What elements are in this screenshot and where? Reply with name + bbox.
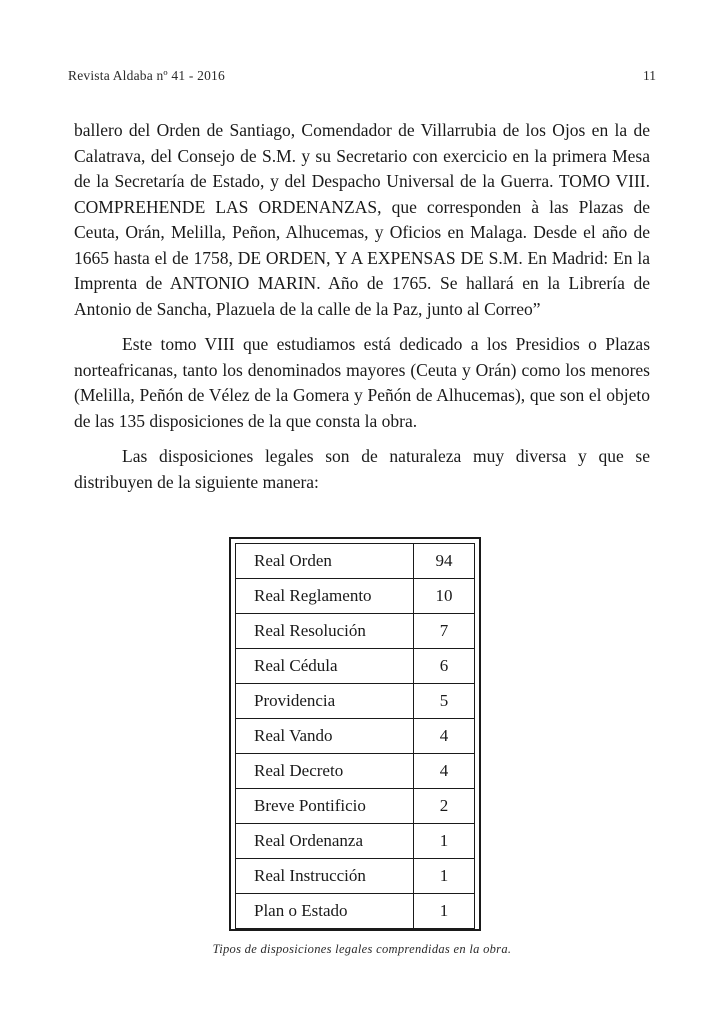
disposiciones-table-frame [229, 537, 481, 931]
paragraph-disposiciones: Las disposiciones legales son de naturaleza muy diversa y que se distribuyen de la siguiente manera: [74, 446, 650, 492]
row-type: Real Reglamento [236, 579, 414, 614]
row-type: Real Instrucción [236, 859, 414, 894]
row-count: 5 [414, 684, 475, 719]
row-type: Real Decreto [236, 754, 414, 789]
row-type: Real Cédula [236, 649, 414, 684]
row-type: Real Ordenanza [236, 824, 414, 859]
row-count: 1 [414, 859, 475, 894]
article-body [74, 118, 650, 495]
row-type: Breve Pontificio [236, 789, 414, 824]
table-row [236, 754, 475, 789]
table-row [236, 894, 475, 929]
page-header [68, 68, 656, 88]
row-type: Real Orden [236, 544, 414, 579]
table-row [236, 544, 475, 579]
row-count: 6 [414, 649, 475, 684]
row-type: Real Vando [236, 719, 414, 754]
table-row [236, 684, 475, 719]
row-count: 4 [414, 754, 475, 789]
disposiciones-table [235, 543, 475, 929]
row-type: Providencia [236, 684, 414, 719]
row-count: 1 [414, 894, 475, 929]
row-type: Real Resolución [236, 614, 414, 649]
row-count: 1 [414, 824, 475, 859]
row-count: 4 [414, 719, 475, 754]
table-row [236, 614, 475, 649]
paragraph-continued: ballero del Orden de Santiago, Comendador de Villarrubia de los Ojos en la de Calatrava, del Consejo de S.M. y su Secretario con exercicio en la primera Mesa de la Secretaría de Estado, y del Despacho Universal de la Guerra. TOMO VIII. COMPREHENDE LAS ORDENANZAS, que corresponden à las Plazas de Ceuta, Orán, Melilla, Peñon, Alhucemas, y Oficios en Malaga. Desde el año de 1665 hasta el de 1758, DE ORDEN, Y A EXPENSAS DE S.M. En Madrid: En la Imprenta de ANTONIO MARIN. Año de 1765. Se hallará en la Librería de Antonio de Sancha, Plazuela de la calle de la Paz, junto al Correo” [74, 120, 650, 319]
table-row [236, 649, 475, 684]
row-count: 10 [414, 579, 475, 614]
page-number: 11 [643, 68, 656, 83]
table-row [236, 719, 475, 754]
paragraph-tomo-viii: Este tomo VIII que estudiamos está dedicado a los Presidios o Plazas norteafricanas, tanto los denominados mayores (Ceuta y Orán) como los menores (Melilla, Peñón de Vélez de la Gomera y Peñón de Alhucemas), que son el objeto de las 135 disposiciones de la que consta la obra. [74, 334, 650, 431]
table-caption: Tipos de disposiciones legales comprendidas en la obra. [212, 942, 512, 956]
table-row [236, 859, 475, 894]
table-row [236, 579, 475, 614]
journal-title: Revista Aldaba nº 41 - 2016 [68, 68, 225, 83]
row-count: 2 [414, 789, 475, 824]
table-row [236, 789, 475, 824]
row-type: Plan o Estado [236, 894, 414, 929]
row-count: 94 [414, 544, 475, 579]
row-count: 7 [414, 614, 475, 649]
table-row [236, 824, 475, 859]
